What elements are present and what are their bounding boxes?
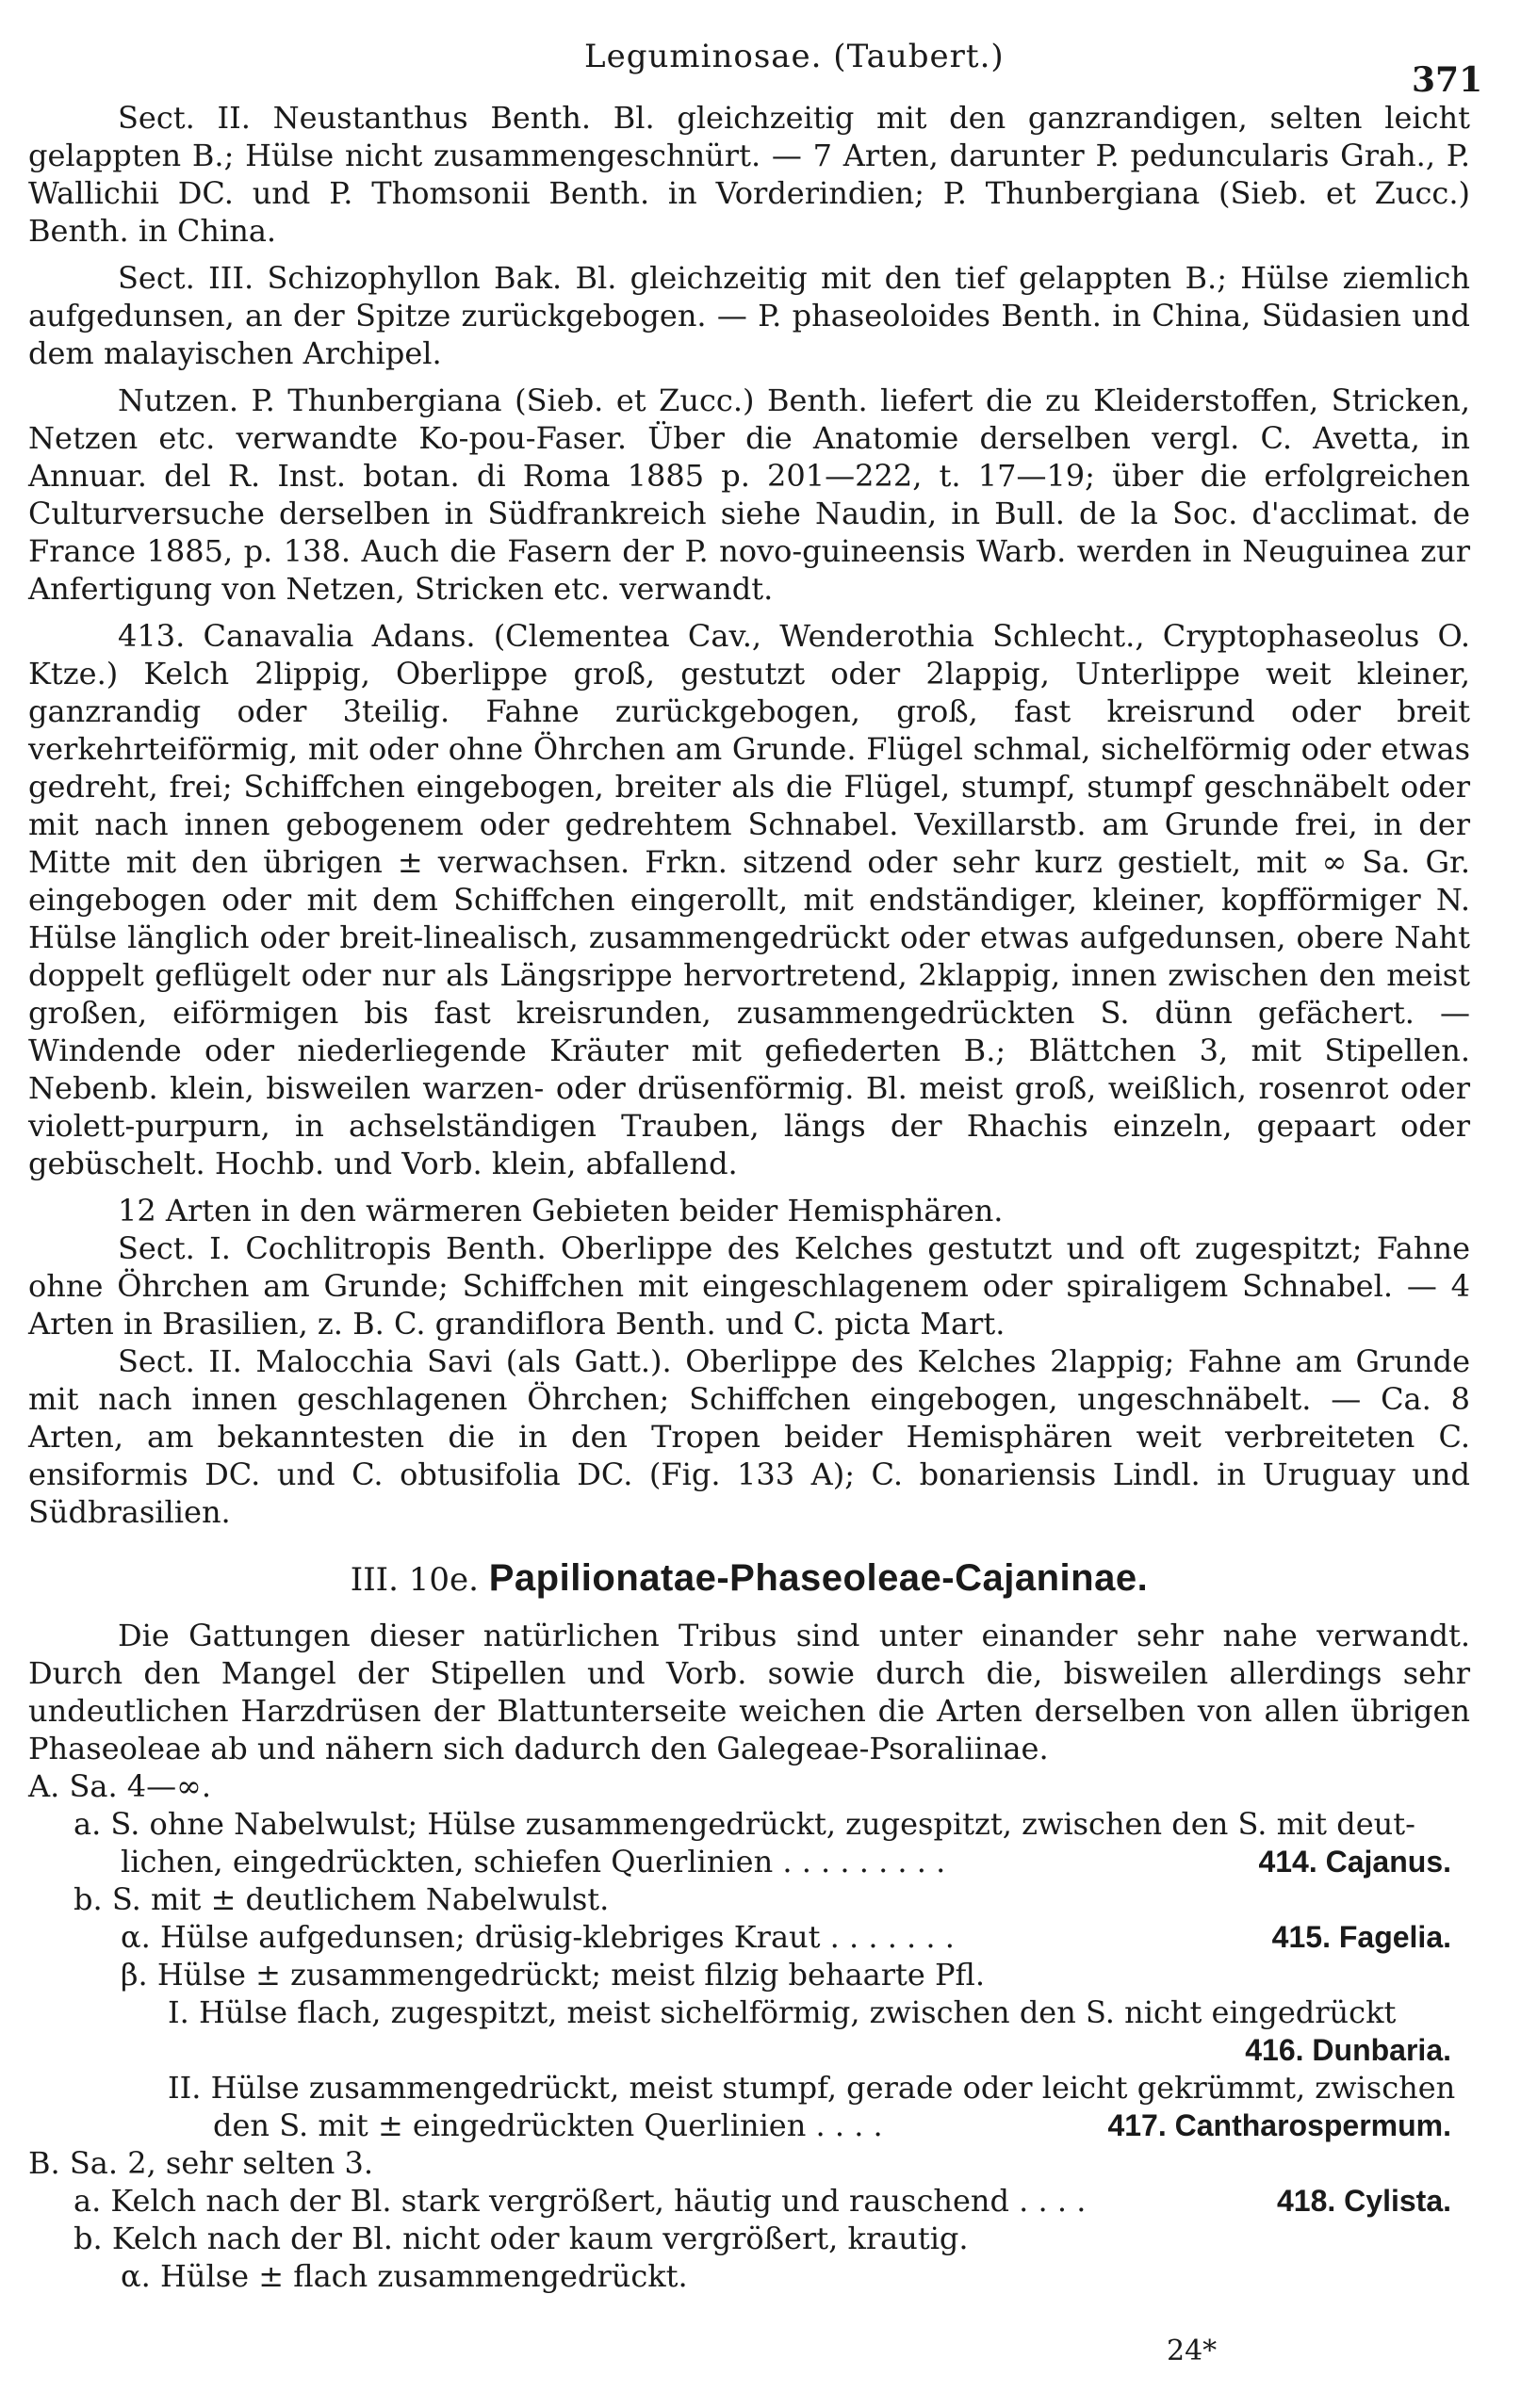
paragraph-sect-2-neustanthus: Sect. II. Neustanthus Benth. Bl. gleichzeitig mit den ganzrandigen, selten leicht gelappten B.; Hülse nicht zusammengeschnürt. — 7 Arten, darunter P. peduncularis Grah., P. Wallichii DC. und P. Thomsonii Benth. in Vorderindien; P. Thunbergiana (Sieb. et Zucc.) Benth. in China. (28, 100, 1470, 249)
identification-key (28, 1767, 1470, 2295)
key-row (28, 2107, 1470, 2144)
page-header (0, 32, 1521, 100)
key-row (28, 1805, 1470, 1843)
signature-mark: 24* (1167, 2335, 1218, 2367)
key-text: a. Kelch nach der Bl. stark vergrößert, häutig und rauschend . . . . (74, 2183, 1087, 2219)
key-text: B. Sa. 2, sehr selten 3. (28, 2145, 374, 2181)
section-title: Papilionatae-Phaseoleae-Cajaninae. (488, 1557, 1149, 1599)
running-title: Leguminosae. (Taubert.) (584, 38, 1005, 75)
key-row (28, 1956, 1470, 1993)
key-text: II. Hülse zusammengedrückt, meist stumpf, gerade oder leicht gekrümmt, zwischen (168, 2070, 1456, 2106)
key-row (28, 1918, 1470, 1956)
key-row (28, 2144, 1470, 2182)
section-heading (28, 1557, 1470, 1600)
page-number: 371 (1412, 60, 1483, 100)
paragraph-sect-2-malocchia: Sect. II. Malocchia Savi (als Gatt.). Oberlippe des Kelches 2lappig; Fahne am Grunde mit nach innen geschlagenen Öhrchen; Schiffchen eingebogen, ungeschnäbelt. — Ca. 8 Arten, am bekanntesten die in den Tropen beider Hemisphären weit verbreiteten C. ensiformis DC. und C. obtusifolia DC. (Fig. 133 A); C. bonariensis Lindl. in Uruguay und Südbrasilien. (28, 1343, 1470, 1530)
key-text: A. Sa. 4—∞. (28, 1768, 211, 1804)
key-row (28, 1843, 1470, 1880)
paragraph-sect-1-cochlitropis: Sect. I. Cochlitropis Benth. Oberlippe des Kelches gestutzt und oft zugespitzt; Fahne ohne Öhrchen am Grunde; Schiffchen mit eingeschlagenem oder spiraligem Schnabel. — 4 Arten in Brasilien, z. B. C. grandiflora Benth. und C. picta Mart. (28, 1230, 1470, 1342)
key-text: β. Hülse ± zusammengedrückt; meist filzig behaarte Pfl. (121, 1957, 986, 1993)
key-row (28, 1767, 1470, 1805)
key-text: I. Hülse flach, zugespitzt, meist sichelförmig, zwischen den S. nicht eingedrückt (168, 1994, 1397, 2030)
key-text: b. Kelch nach der Bl. nicht oder kaum vergrößert, krautig. (74, 2221, 969, 2256)
key-row (28, 2069, 1470, 2107)
key-result: 414. Cajanus. (1258, 1845, 1451, 1879)
key-result: 416. Dunbaria. (1245, 2033, 1451, 2067)
key-row (28, 2257, 1470, 2295)
key-row (28, 1993, 1470, 2031)
key-text: α. Hülse aufgedunsen; drüsig-klebriges Kraut . . . . . . . (121, 1919, 955, 1955)
key-row (28, 2031, 1470, 2069)
key-text: lichen, eingedrückten, schiefen Querlinien . . . . . . . . . (121, 1844, 946, 1879)
key-row (28, 2182, 1470, 2220)
key-result: 418. Cylista. (1277, 2184, 1451, 2218)
paragraph-canavalia: 413. Canavalia Adans. (Clementea Cav., Wenderothia Schlecht., Cryptophaseolus O. Ktze.) Kelch 2lippig, Oberlippe groß, gestutzt oder 2lappig, Unterlippe weit kleiner, ganzrandig oder 3teilig. Fahne zurückgebogen, groß, fast kreisrund oder breit verkehrteiförmig, mit oder ohne Öhrchen am Grunde. Flügel schmal, sichelförmig oder etwas gedreht, frei; Schiffchen eingebogen, breiter als die Flügel, stumpf, stumpf geschnäbelt oder mit nach innen gebogenem oder gedrehtem Schnabel. Vexillarstb. am Grunde frei, in der Mitte mit den übrigen ± verwachsen. Frkn. sitzend oder sehr kurz gestielt, mit ∞ Sa. Gr. eingebogen oder mit dem Schiffchen eingerollt, mit endständiger, kleiner, kopfförmiger N. Hülse länglich oder breit-linealisch, zusammengedrückt oder etwas aufgedunsen, obere Naht doppelt geflügelt oder nur als Längsrippe hervortretend, 2klappig, innen zwischen den meist großen, eiförmigen bis fast kreisrunden, zusammengedrückten S. dünn gefächert. — Windende oder niederliegende Kräuter mit gefiederten B.; Blättchen 3, mit Stipellen. Nebenb. klein, bisweilen warzen- oder drüsenförmig. Bl. meist groß, weißlich, rosenrot oder violett-purpurn, in achselständigen Trauben, längs der Rhachis einzeln, gepaart oder gebüschelt. Hochb. und Vorb. klein, abfallend. (28, 618, 1470, 1181)
section-number: III. 10e. (350, 1561, 479, 1599)
paragraph-canavalia-species-count: 12 Arten in den wärmeren Gebieten beider Hemisphären. (118, 1193, 1004, 1228)
key-result: 415. Fagelia. (1271, 1920, 1451, 1954)
key-text: a. S. ohne Nabelwulst; Hülse zusammengedrückt, zugespitzt, zwischen den S. mit deut- (74, 1806, 1415, 1842)
key-row (28, 2220, 1470, 2257)
key-text: den S. mit ± eingedrückten Querlinien . . . . (213, 2107, 883, 2143)
key-text: α. Hülse ± flach zusammengedrückt. (121, 2258, 688, 2294)
key-result: 417. Cantharospermum. (1107, 2108, 1451, 2142)
key-text: b. S. mit ± deutlichem Nabelwulst. (74, 1881, 610, 1917)
key-row (28, 1880, 1470, 1918)
page-body (28, 99, 1470, 2295)
section-intro: Die Gattungen dieser natürlichen Tribus sind unter einander sehr nahe verwandt. Durch den Mangel der Stipellen und Vorb. sowie durch die, bisweilen allerdings sehr undeutlichen Harzdrüsen der Blattunterseite weichen die Arten derselben von allen übrigen Phaseoleae ab und nähern sich dadurch den Galegeae-Psoraliinae. (28, 1618, 1470, 1766)
paragraph-nutzen: Nutzen. P. Thunbergiana (Sieb. et Zucc.) Benth. liefert die zu Kleiderstoffen, Stricken, Netzen etc. verwandte Ko-pou-Faser. Über die Anatomie derselben vergl. C. Avetta, in Annuar. del R. Inst. botan. di Roma 1885 p. 201—222, t. 17—19; über die erfolgreichen Culturversuche derselben in Südfrankreich siehe Naudin, in Bull. de la Soc. d'acclimat. de France 1885, p. 138. Auch die Fasern der P. novo-guineensis Warb. werden in Neuguinea zur Anfertigung von Netzen, Stricken etc. verwandt. (28, 382, 1470, 607)
paragraph-sect-3-schizophyllon: Sect. III. Schizophyllon Bak. Bl. gleichzeitig mit den tief gelappten B.; Hülse ziemlich aufgedunsen, an der Spitze zurückgebogen. — P. phaseoloides Benth. in China, Südasien und dem malayischen Archipel. (28, 260, 1470, 371)
